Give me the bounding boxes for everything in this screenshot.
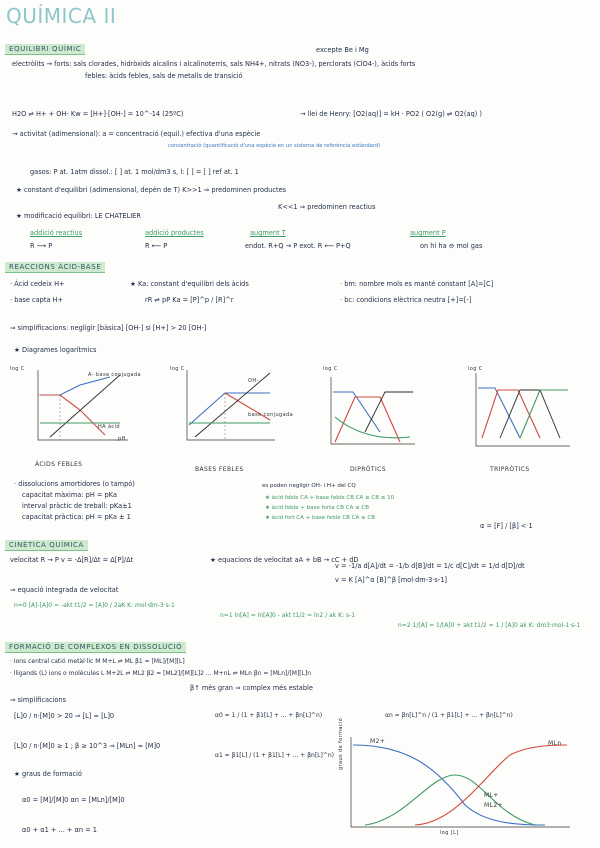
d4-caption: TRIPRÒTICS	[490, 466, 530, 473]
diagram-triprotics	[470, 368, 575, 458]
text-bc: · bc: condicions elèctrica neutra [+]=[-]	[340, 296, 472, 304]
text-bm: · bm: nombre mols es manté constant [A]=[C]	[340, 280, 494, 288]
text-v-k: v = K [A]^α [B]^β [mol·dm-3·s-1]	[335, 576, 447, 584]
d2-caption: BASES FEBLES	[195, 466, 244, 473]
text-equacions: ★ equacions de velocitat aA + bB → cC + dD	[210, 556, 359, 564]
section-cinetica: CINÈTICA QUÍMICA	[5, 540, 88, 551]
text-case-3: ★ àcid fort CA + base feble CB CA ≥ CB	[265, 515, 376, 521]
label-augment-t: augment T	[250, 229, 286, 237]
d2-note-oh: OH-	[248, 378, 259, 384]
text-mol-gas: on hi ha ⊖ mol gas	[420, 242, 483, 250]
text-p-to-r: R ⟵ P	[145, 242, 168, 250]
text-le-chatelier: ★ modificació equilibri: LE CHATELIER	[16, 212, 141, 220]
section-equilibri: EQUILIBRI QUÍMIC	[5, 44, 85, 55]
diagram-diprotics	[325, 372, 420, 457]
d3-caption: DIPRÒTICS	[350, 466, 386, 473]
text-alphan: αn = βn[L]^n / (1 + β1[L] + ... + βn[L]^n)	[385, 712, 513, 719]
text-order-0: n=0 [A]-[A]0 = -akt t1/2 = [A]0 / 2aK K: mol·dm-3·s-1	[14, 602, 175, 609]
section-acid-base: REACCIONS ÀCID-BASE	[5, 262, 105, 273]
page-title: QUÍMICA II	[6, 4, 117, 28]
text-constant: ★ constant d'equilibri (adimensional, depèn de T) K>>1 ⇒ predominen productes	[16, 186, 287, 194]
text-order-2: n=2 1/[A] = 1/[A]0 + akt t1/2 = 1 / [A]0 ak K: dm3·mol-1·s-1	[398, 622, 581, 629]
d3-ylabel: log C	[323, 366, 338, 372]
text-velocitat: velocitat R → P v = -Δ[R]/Δt = Δ[P]/Δt	[10, 556, 134, 564]
text-r-to-p: R ⟶ P	[30, 242, 53, 250]
species-label-ml2: ML2+	[484, 802, 503, 809]
label-addicio-productes: addició productes	[145, 229, 204, 237]
text-capacitat-prac: capacitat pràctica: pH = pKa ± 1	[22, 513, 131, 521]
text-henry: → llei de Henry: [O2(aq)] = kH · PO2 ( O2(g) ⇌ O2(aq) )	[300, 110, 482, 118]
d1-xlabel: pH	[118, 436, 126, 442]
text-simpl-1: [L]0 / n·[M]0 > 20 ⇒ [L] ≈ [L]0	[14, 712, 115, 720]
label-augment-p: augment P	[410, 229, 446, 237]
text-alpha: α = [F] / [β] < 1	[480, 522, 533, 530]
species-label-ml: ML+	[484, 792, 499, 799]
note-exceptions: excepte Be i Mg	[316, 46, 369, 54]
text-beta: β↑ més gran ⇒ complex més estable	[190, 684, 313, 692]
text-capacitat-max: capacitat màxima: pH = pKa	[22, 491, 117, 499]
diagram-bases-febles	[175, 365, 285, 450]
label-addicio-reactius: addició reactius	[30, 229, 83, 237]
text-concentracio: concentració (quantificació d'una espècie en un sistema de referència estàndard)	[168, 143, 381, 149]
text-alpha-def: α0 = [M]/[M]0 αn = [MLn]/[M]0	[22, 796, 125, 804]
species-label-m: M2+	[370, 738, 386, 745]
d1-note-base: A- base conjugada	[88, 372, 142, 378]
text-amortidores: · dissolucions amortidores (o tampó)	[14, 480, 135, 488]
text-kw: H2O ⇌ H+ + OH- Kw = [H+]·[OH-] = 10^-14 (25ºC)	[12, 110, 184, 118]
text-alpha1: α1 = β1[L] / (1 + β1[L] + ... + βn[L]^n)	[215, 752, 335, 759]
text-k-small: K<<1 ⇒ predominen reactius	[278, 203, 376, 211]
d4-ylabel: log C	[468, 366, 483, 372]
d1-caption: ÀCIDS FEBLES	[35, 461, 83, 468]
text-ka-def: ★ Ka: constant d'equilibri dels àcids	[130, 280, 249, 288]
text-endot-exot: endot. R+Q → P exot. R ⟵ P+Q	[245, 242, 351, 250]
d1-ylabel: log C	[10, 366, 25, 372]
text-diagrames: ★ Diagrames logarítmics	[14, 346, 97, 354]
text-negligir: es poden negligir OH- i H+ del CQ	[262, 483, 356, 489]
d1-note-acid: HA àcid	[98, 424, 120, 430]
text-ka-formula: rR ⇌ pP Ka = [P]^p / [R]^r	[145, 296, 234, 304]
text-case-1: ★ àcid feble CA + base feble CB CA ≥ CB ≤ 10	[265, 495, 395, 501]
text-integrada: ⇒ equació integrada de velocitat	[10, 586, 119, 594]
text-lligands: · lligands (L) ions o molècules L M+2L ⇌ ML2 β2 = [ML2]/[M][L]2 ... M+nL ⇌ MLn βn = [MLn]/[M][L]n	[10, 670, 312, 677]
section-complexos: FORMACIÓ DE COMPLEXOS EN DISSOLUCIÓ	[5, 642, 186, 653]
species-xlabel: log [L]	[440, 830, 459, 836]
text-interval: interval pràctic de treball: pKa±1	[22, 502, 132, 510]
text-activitat: → activitat (adimensional): a = concentració (equil.) efectiva d'una espècie	[12, 130, 261, 138]
text-v-derivades: v = -1/a d[A]/dt = -1/b d[B]/dt = 1/c d[C]/dt = 1/d d[D]/dt	[335, 562, 525, 570]
text-alpha0: α0 = 1 / (1 + β1[L] + ... + βn[L]^n)	[215, 712, 323, 719]
text-simpl-2: [L]0 / n·[M]0 ≥ 1 ; β ≥ 10^3 ⇒ [MLn] ≈ [M]0	[14, 742, 161, 750]
species-distribution-plot	[345, 735, 580, 840]
text-alpha-sum: α0 + α1 + ... + αn = 1	[22, 826, 97, 834]
text-simplificacions: ⇒ simplificacions: negligir [bàsica] [OH-] si [H+] > 20 [OH-]	[10, 324, 207, 332]
d2-note-base: base conjugada	[248, 412, 294, 418]
text-acid-cedeix: · Àcid cedeix H+	[10, 280, 65, 288]
text-case-2: ★ àcid feble + base forta CB CA ≤ CB	[265, 505, 370, 511]
text-electrolits: electròlits → forts: sals clorades, hidròxids alcalins i alcalinoterris, sals NH4+, nitrats (NO3-), perclorats (ClO4-), àcids forts	[12, 60, 416, 68]
text-febles: febles: àcids febles, sals de metalls de transició	[85, 72, 243, 80]
species-label-mln: MLn	[548, 740, 562, 747]
text-order-1: n=1 ln[A] = ln[A]0 - akt t1/2 = ln2 / ak K: s-1	[220, 612, 356, 619]
text-ion-central: · Ions central catió metàl·lic M M+L ⇌ ML β1 = [ML]/[M][L]	[10, 658, 185, 665]
text-base-capta: · base capta H+	[10, 296, 64, 304]
d2-ylabel: log C	[170, 366, 185, 372]
text-graus: ★ graus de formació	[14, 770, 82, 778]
text-gasos: gasos: P at. 1atm dissol.: [ ] at. 1 mol/dm3 s, l: [ ] = [ ] ref at. 1	[30, 168, 239, 176]
species-ylabel: graus de formació	[338, 717, 344, 770]
text-simpl-complex: ⇒ simplificacions	[10, 696, 67, 704]
